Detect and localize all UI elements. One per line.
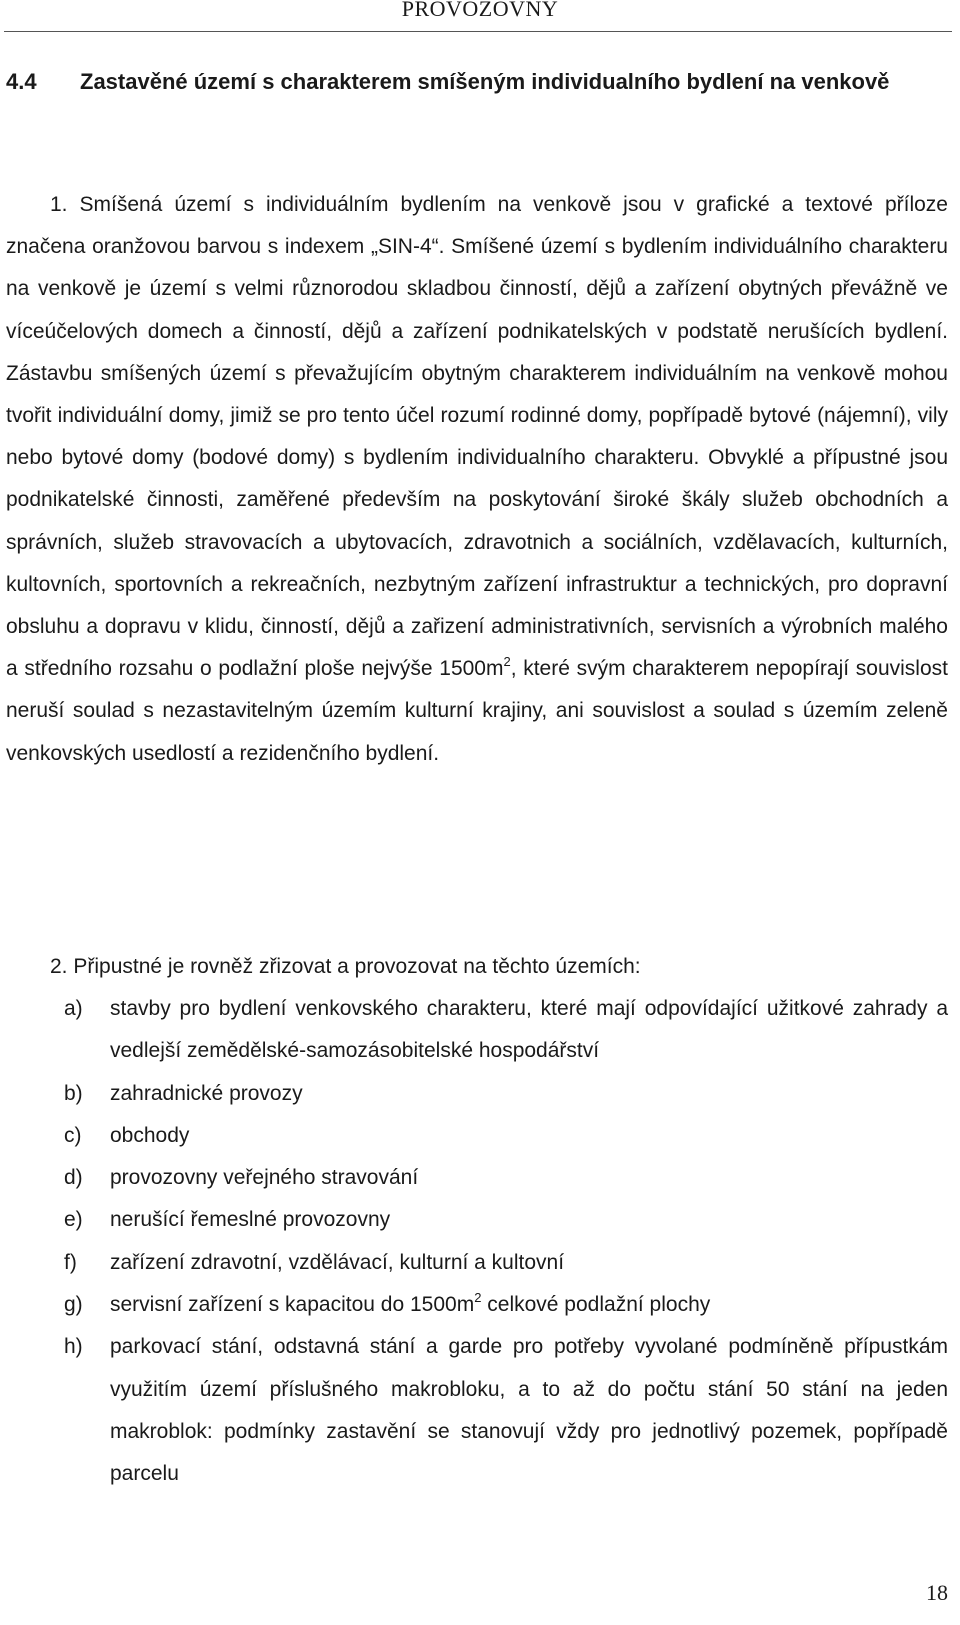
- page-number: 18: [926, 1580, 948, 1605]
- list-item: [56, 1157, 948, 1199]
- list-item-text: obchody: [110, 1123, 190, 1147]
- superscript: 2: [474, 1290, 482, 1306]
- list-letter: f): [64, 1250, 77, 1274]
- list-item-text-end: celkové podlažní plochy: [481, 1293, 711, 1317]
- list-item-text: parkovací stání, odstavná stání a garde pro potřeby vyvolané podmíněně přípustkám využitím území příslušného makrobloku, a to až do počtu stání 50 stání na jeden makroblok: podmínky zastavění se stanovují vždy pro jednotlivý pozemek, popřípadě parcelu: [110, 1335, 948, 1486]
- paragraph-1: [6, 184, 948, 775]
- paragraph-2-intro: 2. Připustné je rovněž zřizovat a provozovat na těchto územích:: [50, 955, 641, 978]
- list-item-text: servisní zařízení s kapacitou do 1500m: [110, 1293, 475, 1317]
- list-item: [56, 1284, 948, 1326]
- list-item: [56, 1326, 948, 1495]
- section-heading: [6, 60, 946, 104]
- list-item-text: nerušící řemeslné provozovny: [110, 1208, 391, 1232]
- paragraph-1-text-end: , které svým charakterem nepopírají souvislost neruší soulad s nezastavitelným územím kulturní krajiny, ani souvislost a soulad s územím zeleně venkovských usedlostí a rezidenčního bydlení.: [6, 657, 948, 765]
- permitted-uses-list: [56, 988, 948, 1496]
- header-rule: [4, 31, 952, 32]
- list-letter: b): [64, 1081, 83, 1105]
- list-letter: g): [64, 1293, 83, 1317]
- list-item-text: zařízení zdravotní, vzdělávací, kulturní a kultovní: [110, 1250, 565, 1274]
- list-item: [56, 1073, 948, 1115]
- list-item-text: zahradnické provozy: [110, 1081, 303, 1105]
- section-title: Zastavěné území s charakterem smíšeným individualního bydlení na venkově: [80, 69, 890, 94]
- list-letter: d): [64, 1166, 83, 1190]
- running-head: PROVOZOVNY: [401, 0, 559, 21]
- list-item: [56, 1242, 948, 1284]
- superscript: 2: [503, 654, 511, 670]
- paragraph-1-text: 1. Smíšená území s individuálním bydlením na venkově jsou v grafické a textové příloze značena oranžovou barvou s indexem „SIN-4“. Smíšené území s bydlením individuálního charakteru na venkově je území s velmi různorodou skladbou činností, dějů a zařízení obytných převážně ve víceúčelových domech a činností, dějů a zařízení podnikatelských v podstatě nerušících bydlení. Zástavbu smíšených území s převažujícím obytným charakterem individuálním na venkově mohou tvořit individuální domy, jimiž se pro tento účel rozumí rodinné domy, popřípadě bytové (nájemní), vily nebo bytové domy (bodové domy) s bydlením individualního charakteru. Obvyklé a přípustné jsou podnikatelské činnosti, zaměřené především na poskytování široké škály služeb obchodních a správních, služeb stravovacích a ubytovacích, zdravotnich a sociálních, vzdělavacích, kulturních, kultovních, sportovních a rekreačních, nezbytným zařízení infrastruktur a technických, pro dopravní obsluhu a dopravu v klidu, činností, dějů a zařizení administrativních, servisních a výrobních malého a středního rozsahu o podlažní ploše nejvýše 1500m: [6, 193, 948, 681]
- list-item-text: provozovny veřejného stravování: [110, 1166, 419, 1190]
- list-item: [56, 1115, 948, 1157]
- list-item: [56, 1199, 948, 1241]
- list-letter: h): [64, 1335, 83, 1359]
- list-letter: e): [64, 1208, 83, 1232]
- section-number: 4.4: [6, 69, 37, 94]
- list-item: [56, 988, 948, 1073]
- list-letter: a): [64, 997, 83, 1020]
- list-letter: c): [64, 1123, 82, 1147]
- list-item-text: stavby pro bydlení venkovského charakteru, které mají odpovídající užitkové zahrady a vedlejší zemědělské-samozásobitelské hospodářství: [110, 997, 948, 1063]
